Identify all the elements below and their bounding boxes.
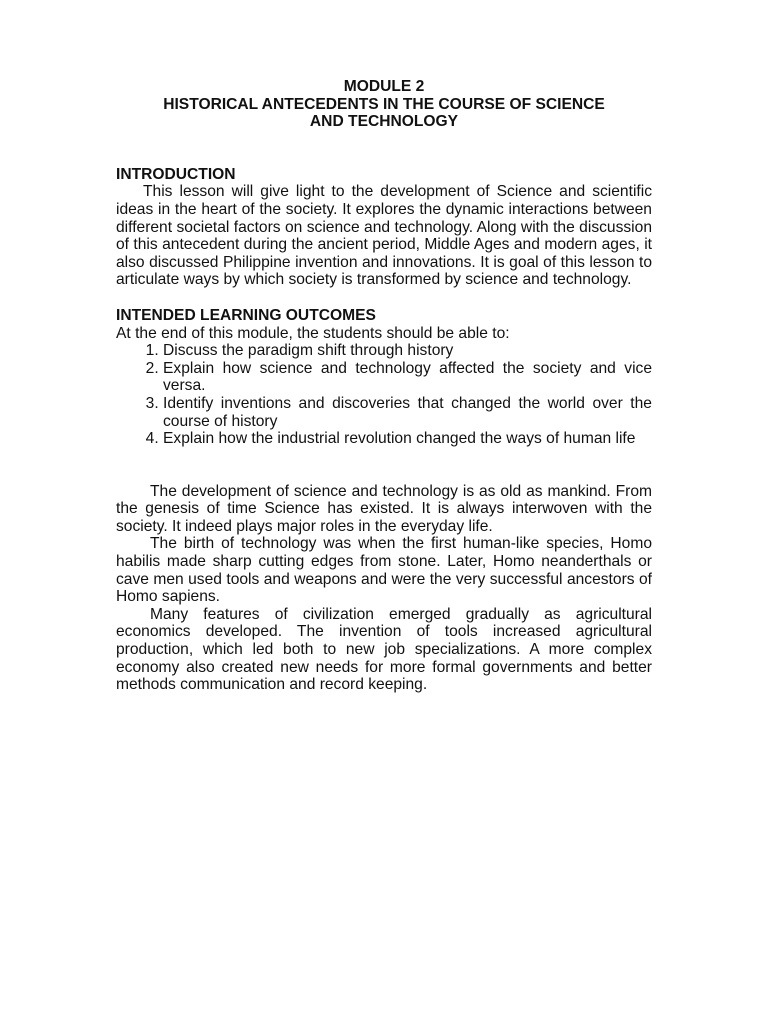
body-section: [116, 483, 652, 694]
outcomes-list: [116, 342, 652, 448]
outcome-item: 1. Discuss the paradigm shift through history: [163, 342, 652, 360]
outcome-item: 2. Explain how science and technology affected the society and vice versa.: [163, 360, 652, 395]
module-number: MODULE 2: [343, 78, 425, 95]
introduction-paragraph: This lesson will give light to the development of Science and scientific ideas in the heart of the society. It explores the dynamic interactions between different societal factors on science and technology. Along with the discussion of this antecedent during the ancient period, Middle Ages and modern ages, it also discussed Philippine invention and innovations. It is goal of this lesson to articulate ways by which society is transformed by science and technology.: [116, 183, 652, 289]
outcomes-heading: INTENDED LEARNING OUTCOMES: [116, 306, 376, 324]
outcome-item: 4. Explain how the industrial revolution changed the ways of human life: [163, 430, 652, 448]
document-header: [116, 78, 652, 131]
body-paragraph: The birth of technology was when the first human-like species, Homo habilis made sharp cutting edges from stone. Later, Homo neanderthals or cave men used tools and weapons and were the very successful ancestors of Homo sapiens.: [116, 535, 652, 606]
outcomes-section: [116, 307, 652, 448]
introduction-heading: INTRODUCTION: [116, 165, 236, 183]
body-paragraph: Many features of civilization emerged gradually as agricultural economics developed. The invention of tools increased agricultural production, which led both to new job specializations. A more complex economy also created new needs for more formal governments and better methods communication and record keeping.: [116, 605, 652, 694]
document-page: [116, 78, 652, 694]
body-paragraph: The development of science and technology is as old as mankind. From the genesis of time Science has existed. It is always interwoven with the society. It indeed plays major roles in the everyday life.: [116, 482, 652, 535]
module-title-line-1: HISTORICAL ANTECEDENTS IN THE COURSE OF SCIENCE: [163, 95, 605, 113]
module-title-line-2: AND TECHNOLOGY: [309, 113, 459, 131]
outcomes-lead: At the end of this module, the students should be able to:: [116, 324, 510, 342]
outcome-item: 3. Identify inventions and discoveries that changed the world over the course of history: [163, 395, 652, 430]
introduction-section: [116, 166, 652, 289]
